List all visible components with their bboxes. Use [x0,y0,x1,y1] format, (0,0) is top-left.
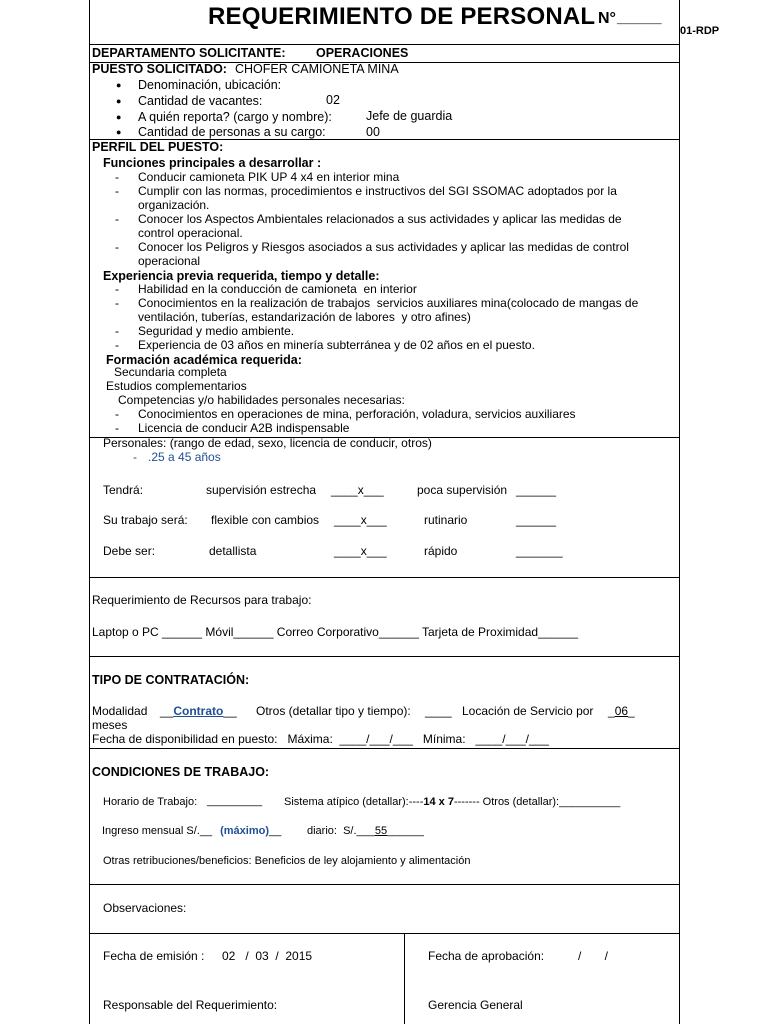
fecha-aprobacion-value[interactable]: / / [578,949,609,963]
meses-label: meses [92,718,128,732]
formacion-item: Secundaria completa [114,365,227,379]
divider [89,748,680,749]
form-number-field[interactable]: _____ [617,9,662,26]
bullet-icon: ● [116,112,122,122]
perfil-label: PERFIL DEL PUESTO: [92,140,224,154]
dash-marker: - [115,421,119,435]
sistema-value: 14 x 7 [423,796,454,808]
funcion-item: control operacional. [138,226,243,240]
debe-ser-mark-2[interactable]: _______ [516,544,563,558]
page-title: REQUERIMIENTO DE PERSONAL [208,3,596,30]
dash-marker: - [115,338,119,352]
otras-retribuciones: Otras retribuciones/beneficios: Beneficios de ley alojamiento y alimentación [103,855,471,867]
dept-value: OPERACIONES [316,46,409,60]
trabajo-label: Su trabajo será: [103,513,188,527]
recursos-title: Requerimiento de Recursos para trabajo: [92,593,312,607]
form-number-label: N° [598,10,616,27]
modalidad-value: Contrato [173,704,224,718]
otros-label: Otros (detallar tipo y tiempo): [256,704,411,718]
bullet-icon: ● [116,127,122,137]
dash-marker: - [115,407,119,421]
experiencia-item: Seguridad y medio ambiente. [138,324,295,338]
funciones-title: Funciones principales a desarrollar : [103,156,322,170]
debe-ser-option-1: detallista [209,544,257,558]
modalidad-field[interactable]: __Contrato__ [160,704,237,718]
ingreso-value: (máximo) [220,825,269,837]
personales-value: .25 a 45 años [148,450,221,464]
funcion-item: Conocer los Peligros y Riesgos asociados a sus actividades y aplicar las medidas de control [138,240,629,254]
debe-ser-option-2: rápido [424,544,458,558]
divider [404,933,405,1024]
fecha-aprobacion-label: Fecha de aprobación: [428,949,545,963]
contratacion-title: TIPO DE CONTRATACIÓN: [92,673,250,687]
observaciones-label: Observaciones: [103,901,187,915]
dash-marker: - [115,240,119,254]
tendra-mark-1[interactable]: ____x___ [331,483,384,497]
experiencia-item: ventilación, tuberías, estandarización de labores y otro afines) [138,310,471,324]
funcion-item: operacional [138,254,201,268]
puesto-item-label: A quién reporta? (cargo y nombre): [138,110,332,124]
responsable-label: Responsable del Requerimiento: [103,998,278,1012]
diario-value: 55 [374,825,388,837]
locacion-value: 06 [614,704,629,718]
modalidad-label: Modalidad [92,704,148,718]
locacion-field[interactable]: _06_ [608,704,635,718]
formacion-title: Formación académica requerida: [106,353,302,367]
experiencia-item: Conocimientos en la realización de trabajos servicios auxiliares mina(colocado de mangas de [138,296,639,310]
competencia-item: Licencia de conducir A2B indispensable [138,421,350,435]
divider [89,884,680,885]
dash-marker: - [115,296,119,310]
dash-marker: - [115,282,119,296]
bullet-icon: ● [116,96,122,106]
puesto-item-label: Denominación, ubicación: [138,78,282,92]
dept-label: DEPARTAMENTO SOLICITANTE: [92,46,286,60]
tendra-option-2: poca supervisión [417,483,508,497]
dash-marker: - [115,184,119,198]
fecha-emision-label: Fecha de emisión : [103,949,205,963]
experiencia-title: Experiencia previa requerida, tiempo y detalle: [103,269,380,283]
condiciones-title: CONDICIONES DE TRABAJO: [92,765,270,779]
bullet-icon: ● [116,80,122,90]
puesto-item-value: 00 [366,125,380,139]
dash-marker: - [133,450,137,464]
formacion-item: Estudios complementarios [106,379,247,393]
trabajo-option-2: rutinario [424,513,468,527]
funcion-item: organización. [138,198,210,212]
competencias-title: Competencias y/o habilidades personales necesarias: [118,393,405,407]
divider [89,577,680,578]
horario-field[interactable]: _________ [207,795,263,807]
trabajo-option-1: flexible con cambios [211,513,320,527]
sistema-field[interactable]: Sistema atípico (detallar):----14 x 7------- Otros (detallar):__________ [284,796,621,808]
gerencia-label: Gerencia General [428,998,523,1012]
experiencia-item: Experiencia de 03 años en minería subterránea y de 02 años en el puesto. [138,338,535,352]
divider [89,656,680,657]
tendra-mark-2[interactable]: ______ [516,483,557,497]
debe-ser-label: Debe ser: [103,544,156,558]
fecha-emision-value: 02 / 03 / 2015 [222,949,313,963]
funcion-item: Conducir camioneta PIK UP 4 x4 en interior mina [138,170,400,184]
puesto-item-label: Cantidad de vacantes: [138,94,263,108]
puesto-item-label: Cantidad de personas a su cargo: [138,125,326,139]
divider [89,44,680,45]
dash-marker: - [115,212,119,226]
dash-marker: - [115,324,119,338]
trabajo-mark-2[interactable]: ______ [516,513,557,527]
trabajo-mark-1[interactable]: ____x___ [334,513,387,527]
tendra-label: Tendrá: [103,483,144,497]
puesto-value: CHOFER CAMIONETA MINA [235,62,399,76]
experiencia-item: Habilidad en la conducción de camioneta en interior [138,282,417,296]
diario-field[interactable]: diario: S/.___55______ [307,825,424,837]
ingreso-field[interactable]: Ingreso mensual S/.__ (máximo)__ [102,825,282,837]
form-code: 01-RDP [680,25,720,37]
puesto-item-value: 02 [326,93,340,107]
fecha-disponibilidad[interactable]: Fecha de disponibilidad en puesto: Máxima: ____/___/___ Mínima: ____/___/___ [92,732,549,746]
horario-label: Horario de Trabajo: [103,796,198,808]
personales-label: Personales: (rango de edad, sexo, licencia de conducir, otros) [103,436,432,450]
debe-ser-mark-1[interactable]: ____x___ [334,544,387,558]
funcion-item: Conocer los Aspectos Ambientales relacionados a sus actividades y aplicar las medidas de [138,212,622,226]
recursos-line[interactable]: Laptop o PC ______ Móvil______ Correo Corporativo______ Tarjeta de Proximidad______ [92,625,579,639]
otros-field[interactable]: ____ [425,704,452,718]
tendra-option-1: supervisión estrecha [206,483,317,497]
competencia-item: Conocimientos en operaciones de mina, perforación, voladura, servicios auxiliares [138,407,576,421]
puesto-label: PUESTO SOLICITADO: [92,62,227,76]
funcion-item: Cumplir con las normas, procedimientos e instructivos del SGI SSOMAC adoptados por la [138,184,617,198]
dash-marker: - [115,170,119,184]
locacion-label: Locación de Servicio por [462,704,594,718]
divider [89,933,680,934]
puesto-item-value: Jefe de guardia [366,109,453,123]
